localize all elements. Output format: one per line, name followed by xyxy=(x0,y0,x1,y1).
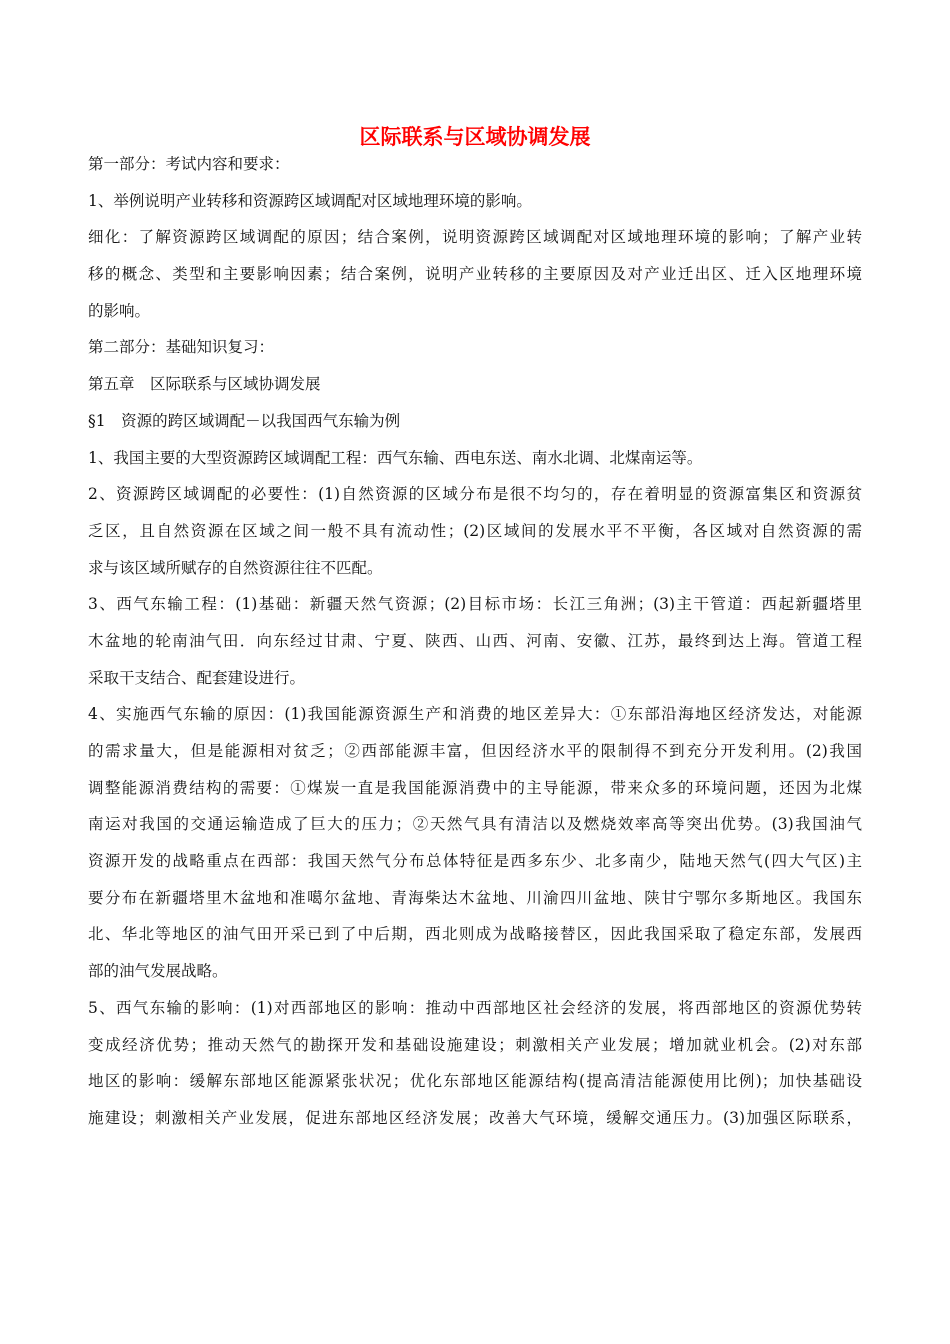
text-line: 第五章 区际联系与区域协调发展 xyxy=(88,375,321,394)
text-line: §1 资源的跨区域调配－以我国西气东输为例 xyxy=(88,411,401,430)
text-line: 1、我国主要的大型资源跨区域调配工程：西气东输、西电东送、南水北调、北煤南运等。 xyxy=(88,448,703,467)
text-line: 5、西气东输的影响：(1)对西部地区的影响：推动中西部地区社会经济的发展，将西部地区的资源优势转 xyxy=(88,998,862,1017)
text-line: 调整能源消费结构的需要：①煤炭一直是我国能源消费中的主导能源，带来众多的环境问题，还因为北煤 xyxy=(88,778,862,797)
text-line: 施建设；刺激相关产业发展，促进东部地区经济发展；改善大气环境，缓解交通压力。(3)加强区际联系， xyxy=(88,1108,862,1127)
text-line: 采取干支结合、配套建设进行。 xyxy=(88,668,306,687)
text-line: 细化：了解资源跨区域调配的原因；结合案例，说明资源跨区域调配对区域地理环境的影响；了解产业转 xyxy=(88,228,862,247)
text-line: 的需求量大，但是能源相对贫乏；②西部能源丰富，但因经济水平的限制得不到充分开发利用。(2)我国 xyxy=(88,742,862,760)
text-line: 变成经济优势；推动天然气的勘探开发和基础设施建设；刺激相关产业发展；增加就业机会。(2)对东部 xyxy=(88,1035,862,1054)
text-line: 部的油气发展战略。 xyxy=(88,962,228,981)
page-title: 区际联系与区域协调发展 xyxy=(359,125,591,149)
text-line: 1、举例说明产业转移和资源跨区域调配对区域地理环境的影响。 xyxy=(88,191,532,210)
text-line: 要分布在新疆塔里木盆地和准噶尔盆地、青海柴达木盆地、川渝四川盆地、陕甘宁鄂尔多斯地区。我国东 xyxy=(88,888,862,907)
text-line: 2、资源跨区域调配的必要性：(1)自然资源的区域分布是很不均匀的，存在着明显的资源富集区和资源贫 xyxy=(88,485,862,504)
text-line: 第一部分：考试内容和要求： xyxy=(88,155,290,173)
text-line: 第二部分：基础知识复习： xyxy=(88,338,275,357)
text-line: 的影响。 xyxy=(88,301,151,320)
text-line: 3、西气东输工程：(1)基础：新疆天然气资源；(2)目标市场：长江三角洲；(3)主干管道：西起新疆塔里 xyxy=(88,595,862,614)
text-line: 乏区，且自然资源在区域之间一般不具有流动性；(2)区域间的发展水平不平衡，各区域对自然资源的需 xyxy=(88,521,862,540)
text-line: 移的概念、类型和主要影响因素；结合案例，说明产业转移的主要原因及对产业迁出区、迁入区地理环境 xyxy=(88,265,862,284)
text-line: 北、华北等地区的油气田开采已到了中后期，西北则成为战略接替区，因此我国采取了稳定东部，发展西 xyxy=(88,925,862,944)
text-line: 4、实施西气东输的原因：(1)我国能源资源生产和消费的地区差异大：①东部沿海地区经济发达，对能源 xyxy=(88,705,862,724)
text-line: 南运对我国的交通运输造成了巨大的压力；②天然气具有清洁以及燃烧效率高等突出优势。(3)我国油气 xyxy=(88,815,862,834)
text-line: 地区的影响：缓解东部地区能源紧张状况；优化东部地区能源结构(提高清洁能源使用比例)；加快基础设 xyxy=(88,1072,862,1091)
text-line: 木盆地的轮南油气田．向东经过甘肃、宁夏、陕西、山西、河南、安徽、江苏，最终到达上海。管道工程 xyxy=(88,631,862,650)
document-body xyxy=(88,146,862,1137)
text-line: 资源开发的战略重点在西部：我国天然气分布总体特征是西多东少、北多南少，陆地天然气(四大气区)主 xyxy=(88,852,862,871)
text-line: 求与该区域所赋存的自然资源往往不匹配。 xyxy=(88,558,383,577)
